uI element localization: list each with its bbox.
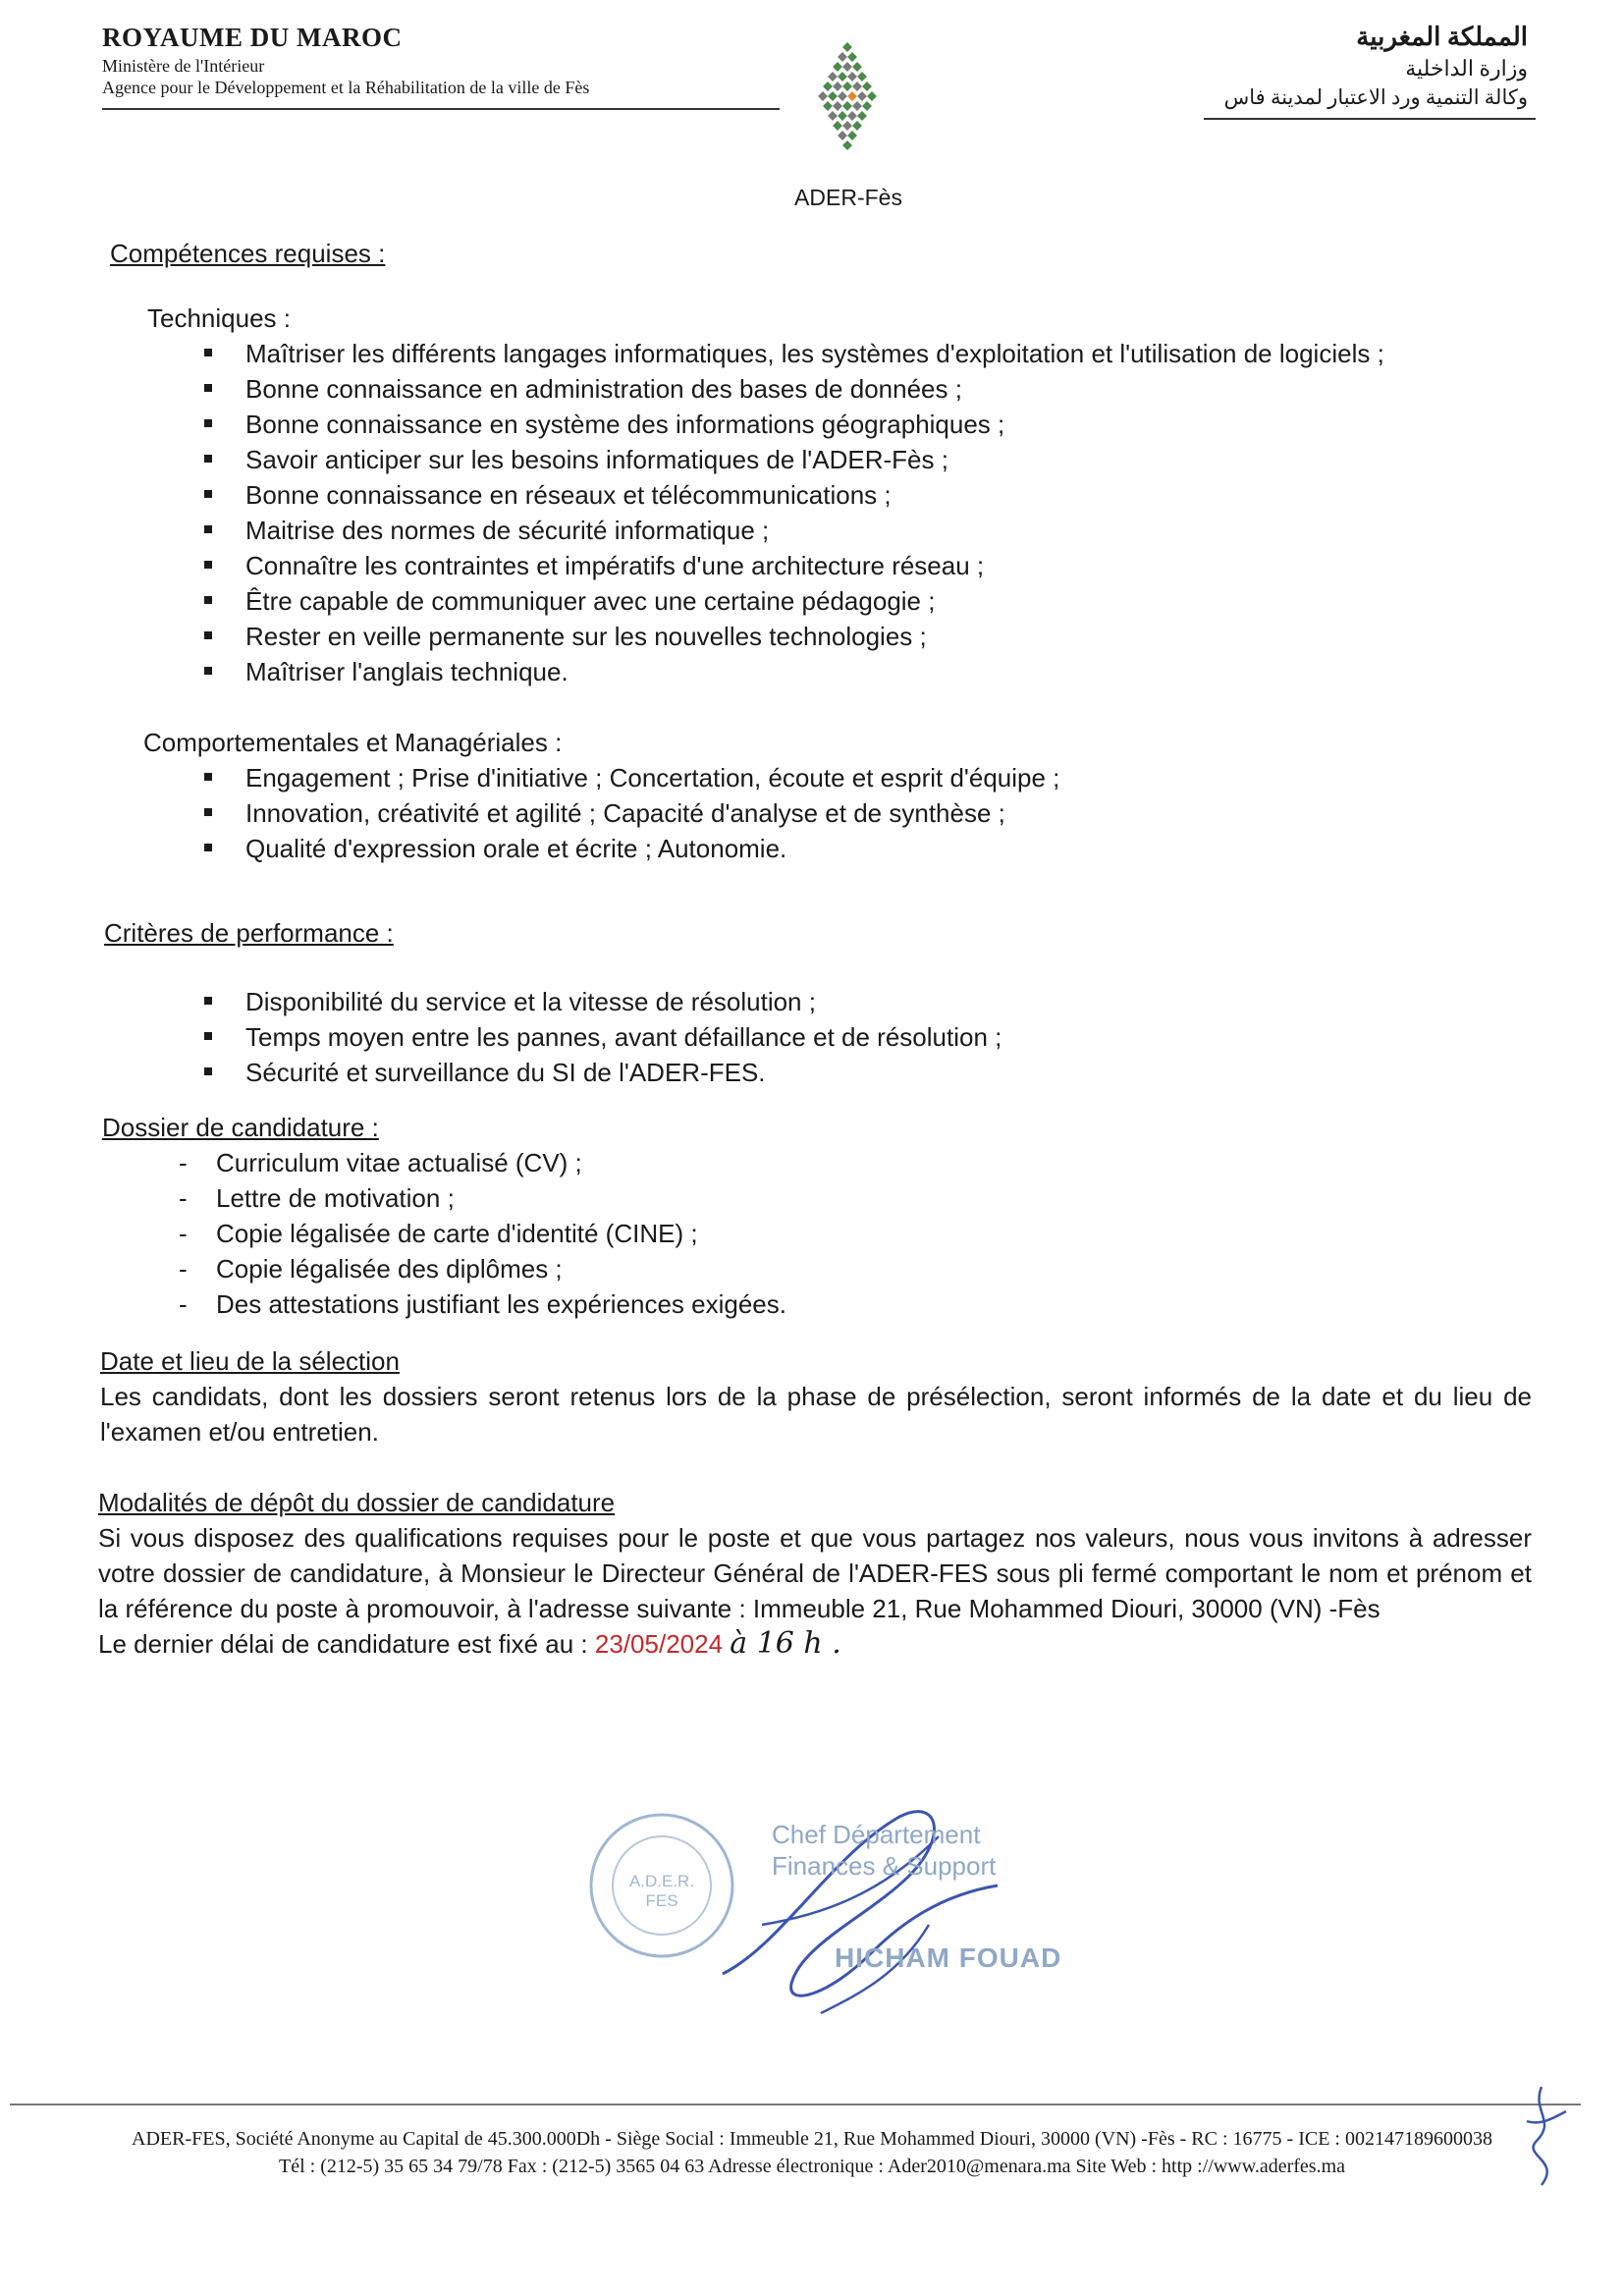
signatory-title-line1: Chef Département [772,1820,981,1849]
logo-dot [842,121,852,131]
deadline-date: 23/05/2024 [594,1629,724,1659]
list-item: - Curriculum vitae actualisé (CV) ; [98,1145,1532,1180]
list-comportementales [98,760,1532,866]
ministry-name-arabic: وزارة الداخلية [1405,56,1528,82]
header-rule-right [1204,118,1536,120]
logo-dot [857,91,867,101]
list-dossier [98,1145,1532,1322]
footer-rule [10,2104,1581,2105]
logo-dot [852,101,862,111]
logo-dot [862,82,872,91]
list-item: Engagement ; Prise d'initiative ; Concertation, écoute et esprit d'équipe ; [98,760,1532,795]
header-right [1224,20,1528,111]
list-item: Bonne connaissance en réseaux et télécommunications ; [98,477,1532,513]
logo-dot [828,91,838,101]
section-title-dossier: Dossier de candidature : [102,1113,379,1142]
agency-name: Agence pour le Développement et la Réhabilitation de la ville de Fès [102,78,590,98]
logo-dot [857,111,867,121]
footer-company-info: ADER-FES, Société Anonyme au Capital de 45.300.000Dh - Siège Social : Immeuble 21, Rue Mohammed Diouri, 30000 (VN) -Fès - RC : 16775 - ICE : 002147189600038 [132,2128,1492,2150]
agency-name-arabic: وكالة التنمية ورد الاعتبار لمدينة فاس [1223,84,1528,109]
list-item: Maîtriser les différents langages informatiques, les systèmes d'exploitation et l'utilisation de logiciels ; [98,336,1532,371]
logo-dot [842,82,852,91]
list-item: Être capable de communiquer avec une certaine pédagogie ; [98,583,1532,619]
section-title-modalites: Modalités de dépôt du dossier de candidature [98,1488,616,1517]
country-name-arabic: المملكة المغربية [1356,23,1528,51]
logo-dot [828,111,838,121]
list-item: - Lettre de motivation ; [98,1180,1532,1216]
initials-paraphe [1512,2082,1571,2190]
logo-dot [838,131,847,140]
logo-dot [828,72,838,82]
modalites-text: Si vous disposez des qualifications requises pour le poste et que vous partagez nos valeurs, nous vous invitons à adresser votre dossier de candidature, à Monsieur le Directeur Général de l'ADER-FES sous pli fermé comportant le nom et prénom et la référence du poste à promouvoir, à l'adresse suivante : Immeuble 21, Rue Mohammed Diouri, 30000 (VN) -Fès [98,1523,1532,1623]
logo-dot [852,121,862,131]
ader-logo [793,41,901,151]
list-item: Disponibilité du service et la vitesse de résolution ; [98,984,1532,1019]
footer-contact-info: Tél : (212-5) 35 65 34 79/78 Fax : (212-5) 3565 04 63 Adresse électronique : Ader2010@menara.ma Site Web : http ://www.aderfes.ma [278,2156,1345,2177]
list-item: Savoir anticiper sur les besoins informatiques de l'ADER-Fès ; [98,442,1532,477]
logo-dot [838,111,847,121]
subhead-comportementales: Comportementales et Managériales : [143,728,563,757]
logo-dot [842,140,852,150]
logo-dot [847,52,857,62]
list-item: Connaître les contraintes et impératifs d'une architecture réseau ; [98,548,1532,583]
logo-dot [842,62,852,72]
logo-dot [847,91,857,101]
list-item: - Copie légalisée de carte d'identité (CINE) ; [98,1216,1532,1251]
deadline-prefix: Le dernier délai de candidature est fixé au : [98,1629,588,1659]
section-title-criteres: Critères de performance : [104,918,394,948]
list-criteres [98,984,1532,1090]
logo-dot [838,91,847,101]
footer [0,2125,1624,2180]
list-item: Rester en veille permanente sur les nouvelles technologies ; [98,619,1532,654]
logo-dot [833,121,842,131]
country-name: ROYAUME DU MAROC [102,23,403,52]
signatory-name: HICHAM FOUAD [835,1942,1062,1973]
logo-dot [823,82,833,91]
logo-dot [847,131,857,140]
logo-dot [847,111,857,121]
logo-caption: ADER-Fès [794,185,902,210]
section-title-date-lieu: Date et lieu de la sélection [100,1346,400,1376]
list-item: Bonne connaissance en système des informations géographiques ; [98,407,1532,442]
list-item: Qualité d'expression orale et écrite ; Autonomie. [98,831,1532,866]
logo-dot [842,42,852,52]
deadline-handwritten: à 16 h . [730,1626,841,1661]
list-item: Maitrise des normes de sécurité informatique ; [98,513,1532,548]
signatory-title [772,1819,996,1882]
list-techniques [98,336,1532,689]
logo-dot [833,101,842,111]
logo-dot [852,82,862,91]
header-left [102,22,589,99]
list-item: Bonne connaissance en administration des bases de données ; [98,371,1532,407]
list-item: Maîtriser l'anglais technique. [98,654,1532,689]
logo-dot [838,72,847,82]
list-item: - Des attestations justifiant les expériences exigées. [98,1286,1532,1322]
list-item: Temps moyen entre les pannes, avant défaillance et de résolution ; [98,1019,1532,1055]
logo-dot [833,62,842,72]
header-rule-left [102,108,780,110]
logo-dot [867,91,877,101]
document-body [98,236,1532,1662]
logo-dot [847,72,857,82]
date-lieu-text: Les candidats, dont les dossiers seront retenus lors de la phase de présélection, seront informés de la date et du lieu de l'examen et/ou entretien. [100,1382,1532,1447]
list-item: - Copie légalisée des diplômes ; [98,1251,1532,1286]
logo-dot [818,91,828,101]
subhead-techniques: Techniques : [147,303,291,333]
section-title-competences: Compétences requises : [110,239,386,268]
list-item: Innovation, créativité et agilité ; Capacité d'analyse et de synthèse ; [98,795,1532,831]
logo-dot [838,52,847,62]
logo-dot [842,101,852,111]
list-item: Sécurité et surveillance du SI de l'ADER-FES. [98,1055,1532,1090]
deadline-line [98,1626,1532,1662]
logo-dot [833,82,842,91]
logo-dot [852,62,862,72]
ministry-name: Ministère de l'Intérieur [102,55,265,76]
stamp-inner-text: A.D.E.R. FES [628,1872,695,1910]
signatory-title-line2: Finances & Support [772,1851,997,1881]
logo-dot [862,101,872,111]
logo-dot [857,72,867,82]
logo-dot [823,101,833,111]
